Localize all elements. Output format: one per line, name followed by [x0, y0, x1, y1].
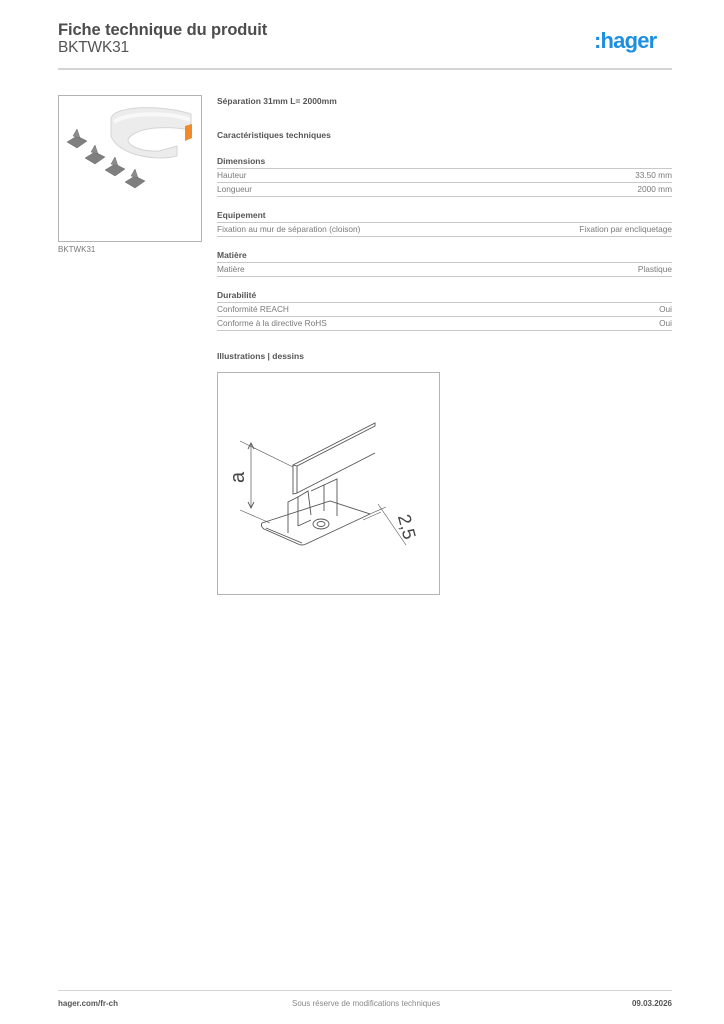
section-durabilite	[217, 290, 672, 331]
footer-date: 09.03.2026	[631, 999, 672, 1008]
spec-row	[217, 317, 672, 331]
header-divider	[58, 68, 672, 70]
separator-drawing-icon	[218, 373, 439, 594]
spec-row	[217, 263, 672, 277]
spec-value: 33.50 mm	[635, 170, 672, 180]
specs-title: Caractéristiques techniques	[217, 130, 331, 140]
section-title: Matière	[217, 250, 672, 263]
footer-disclaimer: Sous réserve de modifications techniques	[292, 999, 441, 1008]
spec-value: Oui	[659, 304, 672, 314]
product-description: Séparation 31mm L= 2000mm	[217, 96, 337, 106]
product-image-caption: BKTWK31	[58, 245, 96, 254]
hager-logo: :hager	[594, 28, 657, 53]
spec-row	[217, 303, 672, 317]
section-matiere	[217, 250, 672, 277]
footer-website-link[interactable]: hager.com/fr-ch	[58, 999, 119, 1008]
spec-row	[217, 223, 672, 237]
illustrations-title: Illustrations | dessins	[217, 351, 304, 361]
page-title: Fiche technique du produit	[58, 21, 268, 39]
section-title: Durabilité	[217, 290, 672, 303]
spec-label: Fixation au mur de séparation (cloison)	[217, 224, 361, 234]
section-dimensions	[217, 156, 672, 197]
spec-row	[217, 169, 672, 183]
spec-value: Oui	[659, 318, 672, 328]
dimension-thickness-label: 2,5	[393, 512, 420, 542]
technical-drawing	[217, 372, 440, 595]
spec-label: Hauteur	[217, 170, 247, 180]
specifications-panel	[217, 95, 672, 363]
section-title: Dimensions	[217, 156, 672, 169]
product-photo-icon	[59, 96, 201, 241]
spec-label: Matière	[217, 264, 245, 274]
section-equipement	[217, 210, 672, 237]
product-code: BKTWK31	[58, 39, 129, 56]
spec-label: Longueur	[217, 184, 253, 194]
spec-row	[217, 183, 672, 197]
product-image	[58, 95, 202, 242]
spec-value: Plastique	[637, 264, 672, 274]
spec-label: Conformité REACH	[217, 304, 289, 314]
spec-label: Conforme à la directive RoHS	[217, 318, 327, 328]
spec-value: Fixation par encliquetage	[579, 224, 672, 234]
footer-divider	[58, 990, 672, 991]
dimension-a-label: a	[227, 471, 249, 483]
section-title: Equipement	[217, 210, 672, 223]
spec-value: 2000 mm	[637, 184, 672, 194]
